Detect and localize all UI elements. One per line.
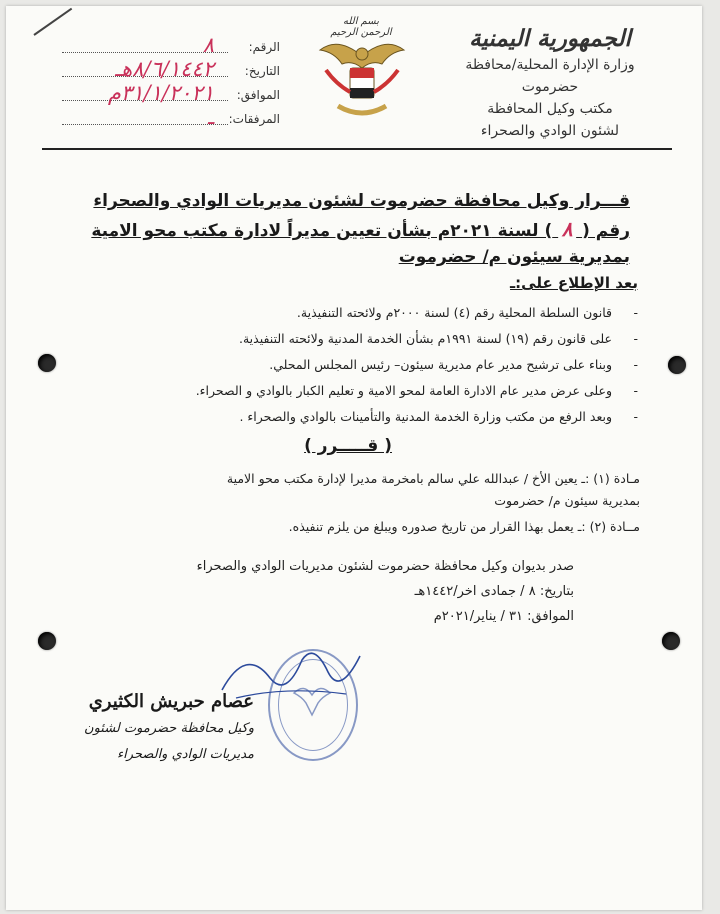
basmala: بسم الله الرحمن الرحيم [330,16,392,38]
decree-title-line1: قـــرار وكيل محافظة حضرموت لشئون مديريات الوادي والصحراء [93,191,630,211]
office-line: مكتب وكيل المحافظة [487,101,613,117]
equivalent-date-field [42,81,280,108]
date-label: التاريخ: [244,64,280,78]
list-item-text: وبعد الرفع من مكتب وزارة الخدمة المدنية والتأمينات بالوادي والصحراء . [239,409,612,424]
list-item: - وعلى عرض مدير عام الادارة العامة لمحو الامية و تعليم الكبار بالوادي و الصحراء. [195,383,638,398]
preamble-list [78,300,638,430]
ministry-line: وزارة الإدارة المحلية/محافظة حضرموت [465,57,635,95]
document-page [6,6,702,910]
list-item-text: على قانون رقم (١٩) لسنة ١٩٩١م بشأن الخدمة المدنية ولائحته التنفيذية. [239,331,612,346]
punch-hole [668,356,686,374]
corner-pen-mark [33,8,72,36]
decision-heading: ( قـــــرر ) [304,436,392,456]
decree-title-line3: بمديرية سيئون م/ حضرموت [398,247,630,267]
list-item-text: قانون السلطة المحلية رقم (٤) لسنة ٢٠٠٠م ولائحته التنفيذية. [296,305,612,320]
letterhead-right [440,24,660,142]
punch-hole [662,632,680,650]
list-item-text: وعلى عرض مدير عام الادارة العامة لمحو الامية و تعليم الكبار بالوادي و الصحراء. [195,383,612,398]
signatory-title-line1: وكيل محافظة حضرموت لشئون [84,721,254,736]
article-2: مــادة (٢) :ـ يعمل بهذا القرار من تاريخ صدوره ويبلغ من يلزم تنفيذه. [288,519,640,534]
signatory-name: عصام حبريش الكثيري [88,691,254,712]
yemen-eagle-emblem-icon [316,30,408,126]
hijri-date-line: بتاريخ: ٨ / جمادى اخر/١٤٤٢هـ [414,584,574,599]
punch-hole [38,354,56,372]
header-divider [42,148,672,150]
preamble-intro: بعد الإطلاع على:ـ [510,274,638,292]
reference-label: الرقم: [248,40,280,54]
affairs-line: لشئون الوادي والصحراء [480,123,620,139]
list-item: - وبعد الرفع من مكتب وزارة الخدمة المدنية والتأمينات بالوادي والصحراء . [239,409,638,424]
dotted-line [62,124,228,125]
equivalent-label: الموافق: [236,88,280,102]
country-name: الجمهورية اليمنية [469,25,631,52]
attachments-field [42,105,280,132]
signatory-title-line2: مديريات الوادي والصحراء [117,747,254,762]
date-value: ٨/٦/١٤٤٢هـ [114,57,214,81]
list-item: - وبناء على ترشيح مدير عام مديرية سيئون– رئيس المجلس المحلي. [269,357,638,372]
issued-statement: صدر بديوان وكيل محافظة حضرموت لشئون مديريات الوادي والصحراء [196,559,574,574]
article-1-line2: بمديرية سيئون م/ حضرموت [494,493,640,508]
equivalent-value: ٣١/١/٢٠٢١م [107,81,214,105]
list-item: - على قانون رقم (١٩) لسنة ١٩٩١م بشأن الخدمة المدنية ولائحته التنفيذية. [239,331,638,346]
list-item-text: وبناء على ترشيح مدير عام مديرية سيئون– رئيس المجلس المحلي. [269,357,612,372]
decree-number: ٨ [561,217,573,241]
signature-block [0,688,254,768]
list-item: - قانون السلطة المحلية رقم (٤) لسنة ٢٠٠٠م ولائحته التنفيذية. [296,305,638,320]
attachments-label: المرفقات: [228,112,280,126]
reference-value: ٨ [202,33,214,57]
letterhead-left-fields [42,33,280,132]
punch-hole [38,632,56,650]
title-number-prefix: رقم ( [582,221,630,241]
gregorian-date-line: الموافق: ٣١ / يناير/٢٠٢١م [433,609,574,624]
attachments-value: ـ [207,105,214,129]
article-1-line1: مـادة (١) :ـ يعين الأخ / عبدالله علي سالم بامخرمة مديرا لإدارة مكتب محو الامية [226,471,640,486]
title-number-suffix: ) لسنة ٢٠٢١م بشأن تعيين مديراً لادارة مكتب محو الامية [91,221,553,241]
